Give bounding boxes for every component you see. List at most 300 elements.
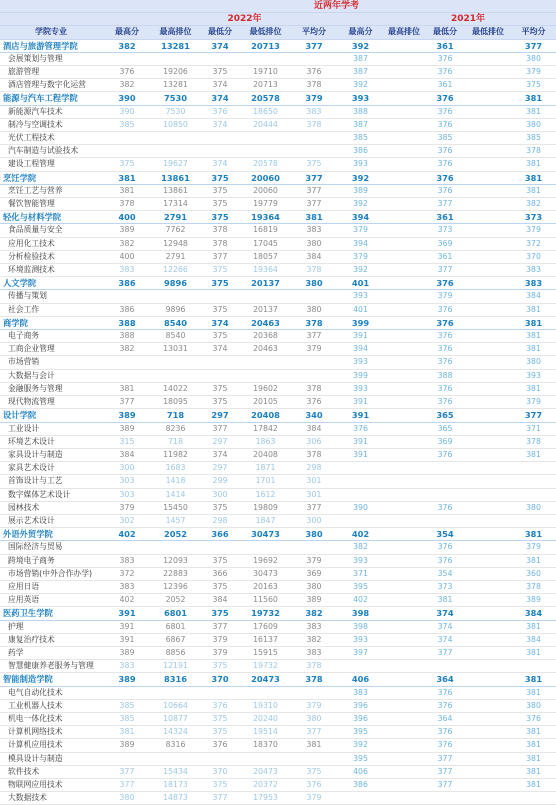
score-cell: 379 <box>199 633 241 646</box>
major-name: 首饰设计与工艺 <box>0 475 102 488</box>
score-cell: 12396 <box>152 580 199 593</box>
score-cell <box>152 145 199 158</box>
score-cell: 386 <box>338 145 383 158</box>
score-cell <box>199 752 241 765</box>
score-cell: 384 <box>511 607 556 620</box>
score-cell <box>383 79 425 92</box>
score-cell: 381 <box>511 343 556 356</box>
score-cell: 382 <box>102 79 152 92</box>
score-cell: 384 <box>102 448 152 461</box>
score-cell <box>338 488 383 501</box>
major-name: 电气自动化技术 <box>0 686 102 699</box>
major-row <box>0 237 556 250</box>
score-cell <box>465 330 511 343</box>
score-cell <box>465 528 511 541</box>
score-cell: 380 <box>511 52 556 65</box>
score-cell: 20463 <box>241 316 290 329</box>
score-cell <box>465 396 511 409</box>
score-cell: 10877 <box>152 712 199 725</box>
major-name: 应用日语 <box>0 580 102 593</box>
score-cell <box>465 673 511 686</box>
score-cell <box>465 211 511 224</box>
score-cell: 375 <box>199 330 241 343</box>
score-cell <box>338 660 383 673</box>
college-name: 智能制造学院 <box>0 673 102 686</box>
score-cell: 396 <box>338 699 383 712</box>
score-cell <box>465 607 511 620</box>
score-cell <box>383 198 425 211</box>
score-cell: 375 <box>511 79 556 92</box>
year-row <box>0 13 556 26</box>
score-cell: 376 <box>425 52 465 65</box>
score-cell: 8540 <box>152 316 199 329</box>
score-cell <box>383 330 425 343</box>
score-cell <box>338 792 383 805</box>
score-cell <box>383 422 425 435</box>
score-cell: 377 <box>199 792 241 805</box>
score-cell: 315 <box>102 435 152 448</box>
score-cell: 376 <box>425 541 465 554</box>
major-name: 旅游管理 <box>0 66 102 79</box>
major-name: 应用化工技术 <box>0 237 102 250</box>
college-name: 商学院 <box>0 316 102 329</box>
score-cell <box>383 39 425 52</box>
score-cell: 376 <box>425 699 465 712</box>
score-cell: 379 <box>338 250 383 263</box>
score-cell: 20372 <box>241 778 290 791</box>
score-cell <box>383 462 425 475</box>
score-cell: 374 <box>199 343 241 356</box>
score-cell <box>383 92 425 105</box>
score-cell: 374 <box>199 79 241 92</box>
score-cell: 381 <box>511 739 556 752</box>
score-cell <box>465 594 511 607</box>
score-cell: 375 <box>199 778 241 791</box>
score-cell: 375 <box>199 382 241 395</box>
column-header-row <box>0 26 556 39</box>
score-cell <box>465 250 511 263</box>
score-cell: 376 <box>425 726 465 739</box>
score-cell <box>465 184 511 197</box>
score-cell: 381 <box>511 303 556 316</box>
score-cell <box>199 132 241 145</box>
score-cell: 19364 <box>241 211 290 224</box>
score-cell: 376 <box>425 382 465 395</box>
score-cell <box>383 580 425 593</box>
score-cell: 378 <box>290 118 338 131</box>
score-cell: 383 <box>338 686 383 699</box>
score-cell <box>152 369 199 382</box>
score-cell: 19732 <box>241 660 290 673</box>
score-cell: 376 <box>425 66 465 79</box>
score-cell <box>383 303 425 316</box>
score-cell <box>465 660 511 673</box>
score-cell: 374 <box>199 92 241 105</box>
score-cell: 376 <box>102 66 152 79</box>
score-cell <box>383 660 425 673</box>
major-row <box>0 422 556 435</box>
major-row <box>0 290 556 303</box>
score-cell: 388 <box>425 369 465 382</box>
major-row <box>0 264 556 277</box>
score-cell: 381 <box>511 171 556 184</box>
score-cell: 14324 <box>152 726 199 739</box>
score-cell: 379 <box>511 541 556 554</box>
score-cell: 366 <box>199 567 241 580</box>
score-cell: 9896 <box>152 277 199 290</box>
major-name: 光伏工程技术 <box>0 132 102 145</box>
score-cell: 301 <box>290 475 338 488</box>
score-cell: 385 <box>338 132 383 145</box>
score-cell: 388 <box>338 105 383 118</box>
score-cell: 375 <box>199 211 241 224</box>
major-row <box>0 198 556 211</box>
score-cell: 12266 <box>152 264 199 277</box>
major-name: 分析检验技术 <box>0 250 102 263</box>
score-cell <box>290 686 338 699</box>
major-row <box>0 686 556 699</box>
major-row <box>0 118 556 131</box>
major-row <box>0 396 556 409</box>
score-cell: 401 <box>338 277 383 290</box>
score-cell: 389 <box>102 422 152 435</box>
score-cell: 12093 <box>152 554 199 567</box>
college-name: 酒店与旅游管理学院 <box>0 39 102 52</box>
major-name: 护理 <box>0 620 102 633</box>
score-cell <box>383 501 425 514</box>
major-name: 酒店管理与数字化运营 <box>0 79 102 92</box>
score-cell <box>102 356 152 369</box>
score-cell: 379 <box>290 92 338 105</box>
score-cell: 381 <box>102 171 152 184</box>
score-cell: 379 <box>511 66 556 79</box>
score-cell <box>465 290 511 303</box>
score-cell: 392 <box>338 171 383 184</box>
score-cell: 376 <box>425 118 465 131</box>
score-cell: 377 <box>102 396 152 409</box>
score-cell: 374 <box>425 620 465 633</box>
score-cell <box>465 198 511 211</box>
score-cell <box>383 118 425 131</box>
major-row <box>0 356 556 369</box>
score-cell <box>465 343 511 356</box>
major-name: 烹饪工艺与营养 <box>0 184 102 197</box>
score-cell: 400 <box>102 211 152 224</box>
score-cell: 7530 <box>152 92 199 105</box>
score-cell: 375 <box>199 712 241 725</box>
column-header: 学院专业 <box>0 26 102 39</box>
score-cell: 378 <box>290 382 338 395</box>
major-row <box>0 660 556 673</box>
score-cell <box>465 488 511 501</box>
score-cell <box>383 409 425 422</box>
score-cell: 15450 <box>152 501 199 514</box>
score-cell: 391 <box>338 396 383 409</box>
score-cell: 389 <box>511 594 556 607</box>
score-cell <box>465 277 511 290</box>
score-cell: 381 <box>511 620 556 633</box>
score-cell: 387 <box>338 118 383 131</box>
score-cell <box>290 369 338 382</box>
score-cell <box>383 765 425 778</box>
score-cell: 387 <box>338 52 383 65</box>
score-cell: 392 <box>338 79 383 92</box>
score-cell: 393 <box>338 158 383 171</box>
score-cell <box>511 792 556 805</box>
score-cell: 398 <box>338 607 383 620</box>
score-cell: 382 <box>102 237 152 250</box>
score-cell <box>383 396 425 409</box>
score-cell <box>465 580 511 593</box>
score-cell: 374 <box>199 158 241 171</box>
score-cell <box>152 290 199 303</box>
score-cell: 364 <box>425 673 465 686</box>
major-row <box>0 435 556 448</box>
score-cell: 375 <box>199 396 241 409</box>
score-cell: 376 <box>425 303 465 316</box>
score-cell: 370 <box>199 765 241 778</box>
score-cell: 395 <box>338 752 383 765</box>
score-cell: 18650 <box>241 105 290 118</box>
score-cell: 394 <box>338 343 383 356</box>
score-cell: 383 <box>102 264 152 277</box>
score-cell: 380 <box>102 792 152 805</box>
major-name: 园林技术 <box>0 501 102 514</box>
score-cell <box>290 145 338 158</box>
score-cell: 1683 <box>152 462 199 475</box>
score-cell <box>152 356 199 369</box>
score-cell: 389 <box>102 673 152 686</box>
score-cell <box>465 646 511 659</box>
score-cell: 375 <box>199 277 241 290</box>
score-cell <box>199 369 241 382</box>
major-row <box>0 132 556 145</box>
score-cell <box>465 105 511 118</box>
score-cell: 377 <box>511 409 556 422</box>
score-cell <box>465 422 511 435</box>
score-cell <box>383 778 425 791</box>
major-row <box>0 343 556 356</box>
major-row <box>0 633 556 646</box>
score-cell: 375 <box>102 158 152 171</box>
score-cell: 379 <box>199 646 241 659</box>
score-cell <box>465 686 511 699</box>
college-row <box>0 673 556 686</box>
score-cell: 8316 <box>152 673 199 686</box>
score-cell <box>102 369 152 382</box>
score-cell: 377 <box>290 184 338 197</box>
score-cell: 378 <box>290 673 338 686</box>
score-cell <box>425 475 465 488</box>
score-cell: 300 <box>290 514 338 527</box>
score-cell: 382 <box>102 343 152 356</box>
score-cell: 379 <box>290 554 338 567</box>
score-cell <box>383 620 425 633</box>
score-cell: 20444 <box>241 118 290 131</box>
score-cell: 374 <box>199 448 241 461</box>
score-cell: 376 <box>425 145 465 158</box>
major-row <box>0 501 556 514</box>
score-cell <box>465 501 511 514</box>
score-cell <box>465 752 511 765</box>
score-cell: 6801 <box>152 607 199 620</box>
score-cell <box>102 52 152 65</box>
score-cell: 379 <box>425 290 465 303</box>
score-cell: 364 <box>425 712 465 725</box>
score-cell <box>383 290 425 303</box>
major-row <box>0 145 556 158</box>
score-cell: 376 <box>290 396 338 409</box>
score-cell: 377 <box>290 330 338 343</box>
major-row <box>0 303 556 316</box>
major-name: 环境艺术设计 <box>0 435 102 448</box>
score-cell <box>199 52 241 65</box>
score-cell: 376 <box>425 343 465 356</box>
score-cell: 16137 <box>241 633 290 646</box>
score-cell <box>425 792 465 805</box>
score-cell <box>383 554 425 567</box>
table-body <box>0 39 556 805</box>
score-cell: 302 <box>102 514 152 527</box>
major-row <box>0 712 556 725</box>
score-cell <box>152 52 199 65</box>
score-cell: 8236 <box>152 422 199 435</box>
score-cell: 381 <box>511 646 556 659</box>
score-cell: 380 <box>511 118 556 131</box>
college-row <box>0 211 556 224</box>
score-cell: 383 <box>511 264 556 277</box>
score-cell <box>241 290 290 303</box>
score-cell: 377 <box>102 778 152 791</box>
score-cell: 380 <box>290 528 338 541</box>
score-cell <box>465 303 511 316</box>
score-cell: 373 <box>511 211 556 224</box>
score-cell <box>465 382 511 395</box>
major-row <box>0 778 556 791</box>
major-name: 计算机网络技术 <box>0 726 102 739</box>
score-cell: 13031 <box>152 343 199 356</box>
score-cell: 377 <box>290 198 338 211</box>
score-cell: 389 <box>102 739 152 752</box>
score-cell: 387 <box>338 66 383 79</box>
score-cell: 17842 <box>241 422 290 435</box>
score-cell: 376 <box>290 778 338 791</box>
score-cell <box>465 712 511 725</box>
score-cell: 376 <box>425 316 465 329</box>
major-row <box>0 382 556 395</box>
score-cell: 375 <box>199 501 241 514</box>
major-row <box>0 330 556 343</box>
score-cell: 393 <box>338 356 383 369</box>
score-cell: 377 <box>425 646 465 659</box>
score-cell: 16819 <box>241 224 290 237</box>
score-cell: 303 <box>102 475 152 488</box>
score-cell: 378 <box>511 145 556 158</box>
score-cell: 378 <box>290 448 338 461</box>
score-cell: 13281 <box>152 79 199 92</box>
score-cell <box>241 132 290 145</box>
score-cell: 17045 <box>241 237 290 250</box>
score-cell: 14022 <box>152 382 199 395</box>
major-name: 机电一体化技术 <box>0 712 102 725</box>
score-cell: 393 <box>338 92 383 105</box>
major-name: 工业设计 <box>0 422 102 435</box>
score-cell <box>383 514 425 527</box>
major-name: 应用英语 <box>0 594 102 607</box>
score-cell <box>199 290 241 303</box>
major-row <box>0 448 556 461</box>
score-cell <box>383 633 425 646</box>
score-cell <box>465 158 511 171</box>
score-cell: 392 <box>338 39 383 52</box>
score-cell: 18370 <box>241 739 290 752</box>
major-name: 传播与策划 <box>0 290 102 303</box>
score-cell: 374 <box>425 633 465 646</box>
score-cell: 389 <box>102 409 152 422</box>
score-cell: 376 <box>425 330 465 343</box>
score-cell <box>465 726 511 739</box>
score-cell <box>425 462 465 475</box>
score-cell: 391 <box>338 435 383 448</box>
college-name: 医药卫生学院 <box>0 607 102 620</box>
score-cell: 372 <box>511 237 556 250</box>
score-cell <box>290 356 338 369</box>
score-cell <box>383 211 425 224</box>
score-cell: 17314 <box>152 198 199 211</box>
score-cell: 376 <box>425 396 465 409</box>
score-cell <box>383 237 425 250</box>
score-cell: 380 <box>290 237 338 250</box>
score-cell <box>383 567 425 580</box>
score-cell: 398 <box>338 620 383 633</box>
year-2022-label: 2022年 <box>199 13 290 26</box>
score-cell: 389 <box>102 646 152 659</box>
score-cell: 381 <box>511 673 556 686</box>
major-row <box>0 792 556 805</box>
score-cell: 20578 <box>241 92 290 105</box>
score-cell: 375 <box>199 580 241 593</box>
score-cell: 383 <box>511 277 556 290</box>
score-cell <box>152 132 199 145</box>
score-cell <box>383 132 425 145</box>
score-cell <box>383 316 425 329</box>
score-cell: 376 <box>425 105 465 118</box>
score-cell: 381 <box>511 765 556 778</box>
score-cell: 366 <box>199 528 241 541</box>
score-cell: 385 <box>102 699 152 712</box>
score-cell: 306 <box>290 435 338 448</box>
score-cell <box>383 184 425 197</box>
score-cell: 393 <box>338 382 383 395</box>
score-cell: 394 <box>338 211 383 224</box>
score-cell: 19627 <box>152 158 199 171</box>
score-cell: 375 <box>199 264 241 277</box>
score-cell: 390 <box>102 105 152 118</box>
score-cell: 374 <box>199 118 241 131</box>
score-cell: 378 <box>290 264 338 277</box>
score-cell: 7530 <box>152 105 199 118</box>
score-cell <box>465 264 511 277</box>
score-cell <box>511 475 556 488</box>
score-cell <box>511 514 556 527</box>
score-cell: 399 <box>338 369 383 382</box>
score-cell: 340 <box>290 409 338 422</box>
major-name: 模具设计与制造 <box>0 752 102 765</box>
score-cell <box>465 620 511 633</box>
major-row <box>0 752 556 765</box>
score-cell: 401 <box>338 303 383 316</box>
score-cell: 1701 <box>241 475 290 488</box>
